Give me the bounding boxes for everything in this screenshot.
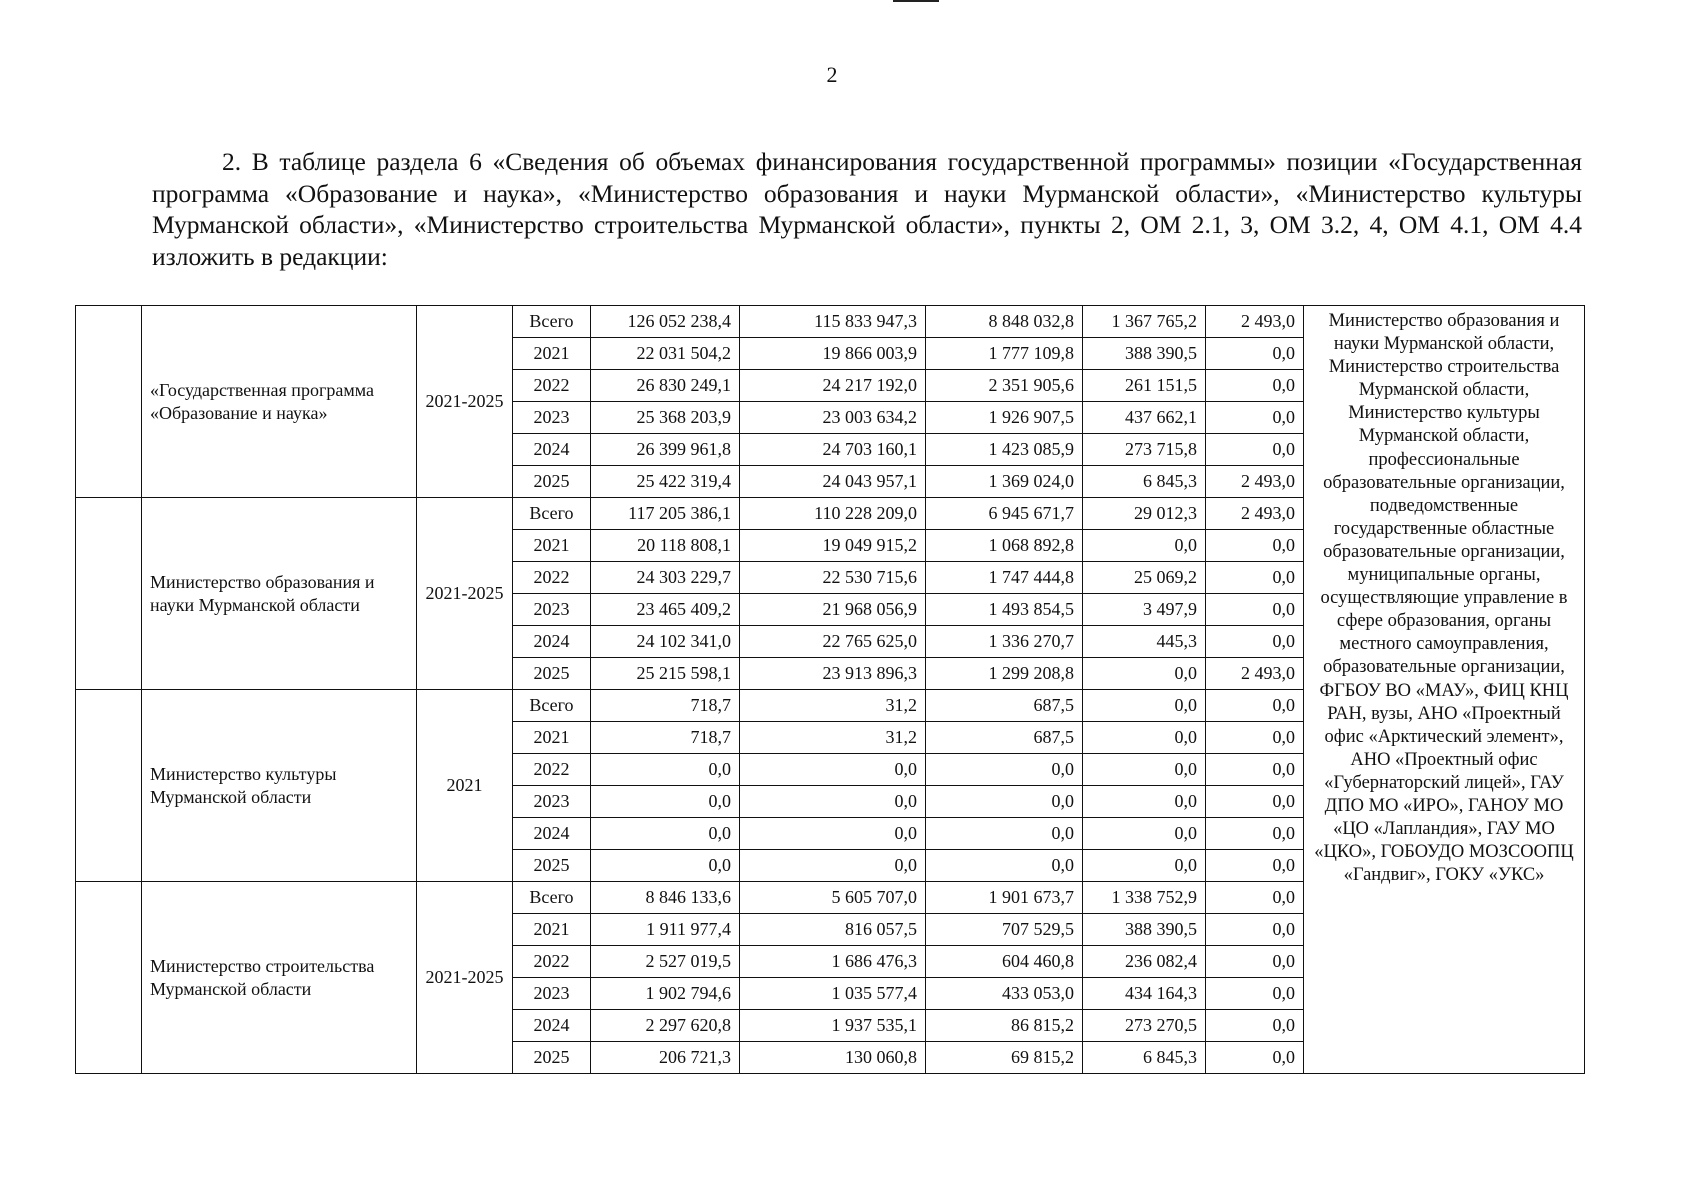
amount-cell-col3: 687,5	[926, 722, 1083, 754]
amount-cell-col4: 25 069,2	[1083, 562, 1206, 594]
amount-cell-col1: 8 846 133,6	[591, 882, 740, 914]
amount-cell-col4: 0,0	[1083, 786, 1206, 818]
amount-cell-col5: 0,0	[1206, 626, 1304, 658]
amount-cell-col3: 1 493 854,5	[926, 594, 1083, 626]
amount-cell-col5: 0,0	[1206, 818, 1304, 850]
amount-cell-col2: 23 913 896,3	[740, 658, 926, 690]
amount-cell-col5: 0,0	[1206, 434, 1304, 466]
amount-cell-col2: 24 043 957,1	[740, 466, 926, 498]
amount-cell-col5: 0,0	[1206, 530, 1304, 562]
amount-cell-col5: 0,0	[1206, 370, 1304, 402]
financing-table	[75, 305, 1585, 1074]
amount-cell-col3: 433 053,0	[926, 978, 1083, 1010]
amount-cell-col2: 23 003 634,2	[740, 402, 926, 434]
amount-cell-col2: 22 530 715,6	[740, 562, 926, 594]
amount-cell-col5: 2 493,0	[1206, 658, 1304, 690]
amount-cell-col4: 6 845,3	[1083, 1042, 1206, 1074]
amount-cell-col3: 1 068 892,8	[926, 530, 1083, 562]
amount-cell-col2: 22 765 625,0	[740, 626, 926, 658]
amount-cell-col3: 0,0	[926, 786, 1083, 818]
page-number: 2	[826, 62, 838, 87]
amount-cell-col1: 26 830 249,1	[591, 370, 740, 402]
amount-cell-col5: 2 493,0	[1206, 466, 1304, 498]
amount-cell-col3: 1 299 208,8	[926, 658, 1083, 690]
amount-cell-col5: 0,0	[1206, 594, 1304, 626]
amount-cell-col2: 24 703 160,1	[740, 434, 926, 466]
amount-cell-col2: 21 968 056,9	[740, 594, 926, 626]
amount-cell-col1: 24 303 229,7	[591, 562, 740, 594]
amount-cell-col5: 0,0	[1206, 754, 1304, 786]
year-cell: 2023	[513, 402, 591, 434]
amount-cell-col1: 0,0	[591, 818, 740, 850]
amount-cell-col2: 5 605 707,0	[740, 882, 926, 914]
amount-cell-col1: 24 102 341,0	[591, 626, 740, 658]
intro-paragraph: 2. В таблице раздела 6 «Сведения об объемах финансирования государственной программы» позиции «Государственная программа «Образование и наука», «Министерство образования и науки Мурманской области», «Министерство культуры Мурманской области», «Министерство строительства Мурманской области», пункты 2, ОМ 2.1, 3, ОМ 3.2, 4, ОМ 4.1, ОМ 4.4 изложить в редакции:	[152, 147, 1582, 271]
amount-cell-col2: 816 057,5	[740, 914, 926, 946]
amount-cell-col3: 69 815,2	[926, 1042, 1083, 1074]
top-rule-mark	[893, 0, 939, 2]
year-cell: 2022	[513, 562, 591, 594]
amount-cell-col1: 206 721,3	[591, 1042, 740, 1074]
financing-table-body	[76, 306, 1585, 1074]
amount-cell-col5: 0,0	[1206, 722, 1304, 754]
amount-cell-col4: 437 662,1	[1083, 402, 1206, 434]
amount-cell-col4: 0,0	[1083, 530, 1206, 562]
amount-cell-col5: 0,0	[1206, 914, 1304, 946]
amount-cell-col4: 273 270,5	[1083, 1010, 1206, 1042]
amount-cell-col4: 388 390,5	[1083, 338, 1206, 370]
amount-cell-col5: 0,0	[1206, 562, 1304, 594]
amount-cell-col3: 1 777 109,8	[926, 338, 1083, 370]
amount-cell-col1: 25 368 203,9	[591, 402, 740, 434]
amount-cell-col1: 718,7	[591, 722, 740, 754]
amount-cell-col2: 130 060,8	[740, 1042, 926, 1074]
row-index-cell	[76, 498, 142, 690]
row-index-cell	[76, 882, 142, 1074]
amount-cell-col3: 0,0	[926, 818, 1083, 850]
year-cell: 2025	[513, 658, 591, 690]
year-cell: 2024	[513, 818, 591, 850]
year-cell: 2024	[513, 1010, 591, 1042]
amount-cell-col3: 0,0	[926, 850, 1083, 882]
amount-cell-col5: 0,0	[1206, 1010, 1304, 1042]
amount-cell-col1: 20 118 808,1	[591, 530, 740, 562]
year-cell: Всего	[513, 882, 591, 914]
executors-cell: Министерство образования и науки Мурманской области, Министерство строительства Мурманской области, Министерство культуры Мурманской области, профессиональные образовательные организации, подведомственные государственные областные образовательные организации, муниципальные органы, осуществляющие управление в сфере образования, органы местного самоуправления, образовательные организации, ФГБОУ ВО «МАУ», ФИЦ КНЦ РАН, вузы, АНО «Проектный офис «Арктический элемент», АНО «Проектный офис «Губернаторский лицей», ГАУ ДПО МО «ИРО», ГАНОУ МО «ЦО «Лапландия», ГАУ МО «ЦКО», ГОБОУДО МОЗСООПЦ «Гандвиг», ГОКУ «УКС»	[1304, 306, 1585, 1074]
amount-cell-col2: 0,0	[740, 754, 926, 786]
year-cell: 2024	[513, 626, 591, 658]
year-cell: 2025	[513, 1042, 591, 1074]
amount-cell-col3: 1 423 085,9	[926, 434, 1083, 466]
amount-cell-col2: 19 049 915,2	[740, 530, 926, 562]
amount-cell-col5: 0,0	[1206, 402, 1304, 434]
period-cell: 2021	[417, 690, 513, 882]
amount-cell-col1: 26 399 961,8	[591, 434, 740, 466]
amount-cell-col5: 0,0	[1206, 1042, 1304, 1074]
amount-cell-col3: 0,0	[926, 754, 1083, 786]
amount-cell-col3: 1 336 270,7	[926, 626, 1083, 658]
executor-name-cell: Министерство образования и науки Мурманской области	[142, 498, 417, 690]
amount-cell-col3: 2 351 905,6	[926, 370, 1083, 402]
row-index-cell	[76, 690, 142, 882]
amount-cell-col2: 19 866 003,9	[740, 338, 926, 370]
amount-cell-col1: 23 465 409,2	[591, 594, 740, 626]
amount-cell-col5: 0,0	[1206, 338, 1304, 370]
amount-cell-col4: 388 390,5	[1083, 914, 1206, 946]
amount-cell-col2: 0,0	[740, 786, 926, 818]
amount-cell-col5: 0,0	[1206, 882, 1304, 914]
amount-cell-col4: 0,0	[1083, 754, 1206, 786]
amount-cell-col2: 31,2	[740, 722, 926, 754]
amount-cell-col1: 2 527 019,5	[591, 946, 740, 978]
year-cell: 2021	[513, 530, 591, 562]
amount-cell-col1: 25 215 598,1	[591, 658, 740, 690]
amount-cell-col1: 117 205 386,1	[591, 498, 740, 530]
amount-cell-col1: 0,0	[591, 754, 740, 786]
amount-cell-col5: 0,0	[1206, 978, 1304, 1010]
amount-cell-col3: 1 926 907,5	[926, 402, 1083, 434]
year-cell: Всего	[513, 498, 591, 530]
amount-cell-col2: 1 686 476,3	[740, 946, 926, 978]
amount-cell-col5: 0,0	[1206, 690, 1304, 722]
amount-cell-col1: 0,0	[591, 786, 740, 818]
amount-cell-col5: 0,0	[1206, 946, 1304, 978]
amount-cell-col2: 115 833 947,3	[740, 306, 926, 338]
row-index-cell	[76, 306, 142, 498]
amount-cell-col2: 1 937 535,1	[740, 1010, 926, 1042]
amount-cell-col1: 1 902 794,6	[591, 978, 740, 1010]
amount-cell-col4: 236 082,4	[1083, 946, 1206, 978]
amount-cell-col2: 110 228 209,0	[740, 498, 926, 530]
amount-cell-col1: 25 422 319,4	[591, 466, 740, 498]
amount-cell-col1: 126 052 238,4	[591, 306, 740, 338]
year-cell: 2025	[513, 466, 591, 498]
year-cell: 2021	[513, 338, 591, 370]
amount-cell-col4: 3 497,9	[1083, 594, 1206, 626]
amount-cell-col4: 434 164,3	[1083, 978, 1206, 1010]
executor-name-cell: «Государственная программа «Образование и наука»	[142, 306, 417, 498]
amount-cell-col3: 8 848 032,8	[926, 306, 1083, 338]
amount-cell-col3: 86 815,2	[926, 1010, 1083, 1042]
year-cell: 2022	[513, 754, 591, 786]
amount-cell-col1: 22 031 504,2	[591, 338, 740, 370]
year-cell: 2021	[513, 722, 591, 754]
amount-cell-col5: 0,0	[1206, 786, 1304, 818]
amount-cell-col3: 1 901 673,7	[926, 882, 1083, 914]
amount-cell-col2: 0,0	[740, 850, 926, 882]
amount-cell-col3: 1 747 444,8	[926, 562, 1083, 594]
amount-cell-col4: 1 338 752,9	[1083, 882, 1206, 914]
amount-cell-col1: 1 911 977,4	[591, 914, 740, 946]
year-cell: 2022	[513, 370, 591, 402]
amount-cell-col4: 1 367 765,2	[1083, 306, 1206, 338]
amount-cell-col3: 6 945 671,7	[926, 498, 1083, 530]
year-cell: 2024	[513, 434, 591, 466]
amount-cell-col5: 2 493,0	[1206, 306, 1304, 338]
amount-cell-col2: 24 217 192,0	[740, 370, 926, 402]
year-cell: 2022	[513, 946, 591, 978]
amount-cell-col1: 718,7	[591, 690, 740, 722]
amount-cell-col2: 31,2	[740, 690, 926, 722]
period-cell: 2021-2025	[417, 882, 513, 1074]
year-cell: 2023	[513, 786, 591, 818]
amount-cell-col2: 0,0	[740, 818, 926, 850]
amount-cell-col4: 29 012,3	[1083, 498, 1206, 530]
year-cell: 2025	[513, 850, 591, 882]
year-cell: 2023	[513, 594, 591, 626]
amount-cell-col3: 1 369 024,0	[926, 466, 1083, 498]
amount-cell-col4: 0,0	[1083, 690, 1206, 722]
amount-cell-col3: 687,5	[926, 690, 1083, 722]
year-cell: 2023	[513, 978, 591, 1010]
amount-cell-col4: 0,0	[1083, 850, 1206, 882]
year-cell: Всего	[513, 690, 591, 722]
amount-cell-col1: 0,0	[591, 850, 740, 882]
amount-cell-col4: 6 845,3	[1083, 466, 1206, 498]
amount-cell-col4: 273 715,8	[1083, 434, 1206, 466]
amount-cell-col4: 0,0	[1083, 818, 1206, 850]
amount-cell-col4: 445,3	[1083, 626, 1206, 658]
year-cell: 2021	[513, 914, 591, 946]
year-cell: Всего	[513, 306, 591, 338]
amount-cell-col4: 0,0	[1083, 722, 1206, 754]
executor-name-cell: Министерство строительства Мурманской области	[142, 882, 417, 1074]
amount-cell-col5: 2 493,0	[1206, 498, 1304, 530]
amount-cell-col4: 261 151,5	[1083, 370, 1206, 402]
period-cell: 2021-2025	[417, 306, 513, 498]
amount-cell-col2: 1 035 577,4	[740, 978, 926, 1010]
amount-cell-col1: 2 297 620,8	[591, 1010, 740, 1042]
amount-cell-col3: 707 529,5	[926, 914, 1083, 946]
table-row	[76, 306, 1585, 338]
amount-cell-col3: 604 460,8	[926, 946, 1083, 978]
amount-cell-col5: 0,0	[1206, 850, 1304, 882]
period-cell: 2021-2025	[417, 498, 513, 690]
executor-name-cell: Министерство культуры Мурманской области	[142, 690, 417, 882]
amount-cell-col4: 0,0	[1083, 658, 1206, 690]
